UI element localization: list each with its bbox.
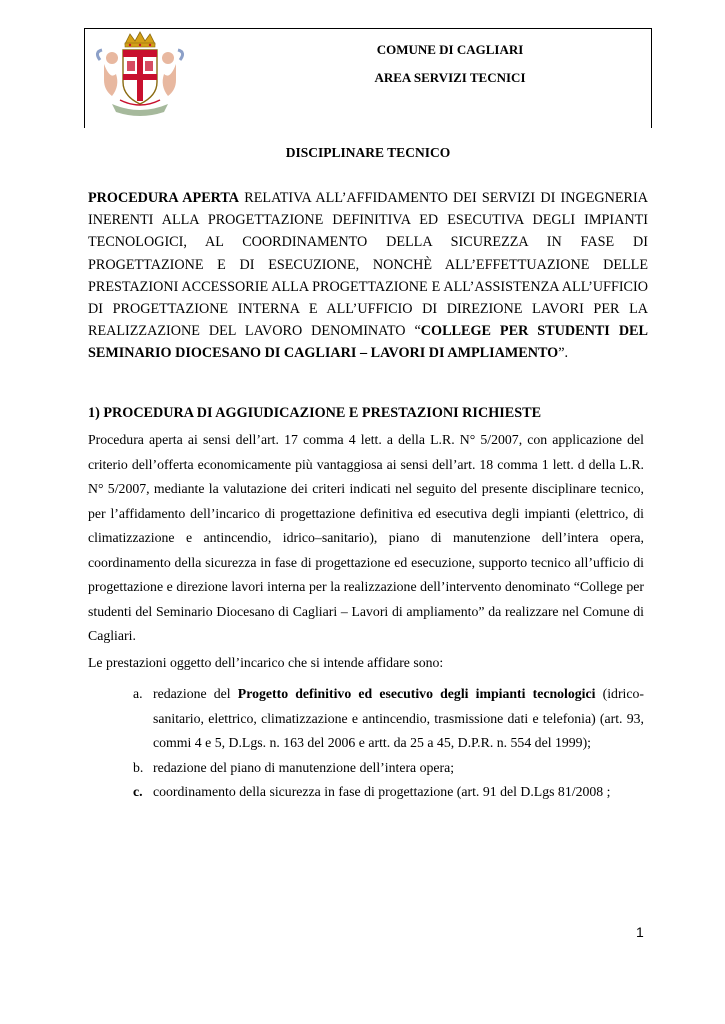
header-department: AREA SERVIZI TECNICI: [374, 70, 526, 85]
intro-bold-end: COLLEGE PER STUDENTI DEL SEMINARIO DIOCESANO DI CAGLIARI – LAVORI DI AMPLIAMENTO: [88, 323, 648, 362]
list-item-post: (idrico-sanitario, elettrico, climatizzazione e antincendio, trasmissione dati e telefonia) (art. 93, commi 4 e 5, D.Lgs. n. 163 del 2006 e artt. da 25 a 45, D.P.R. n. 554 del 1999);: [153, 686, 644, 750]
intro-paragraph: [88, 187, 648, 365]
list-item-text: redazione del piano di manutenzione dell’intera opera;: [153, 759, 455, 775]
list-item: [133, 756, 644, 781]
section-paragraph-2: Le prestazioni oggetto dell’incarico che si intende affidare sono:: [88, 655, 444, 670]
list-item-text: coordinamento della sicurezza in fase di progettazione (art. 91 del D.Lgs 81/2008 ;: [153, 784, 611, 799]
list-marker: c.: [133, 784, 143, 799]
list-item: [133, 682, 644, 756]
header-border-left: [84, 28, 85, 128]
list-marker: a.: [133, 686, 143, 701]
list-marker: b.: [133, 759, 144, 775]
coat-of-arms-logo: [90, 30, 190, 120]
header-border-right: [651, 28, 652, 128]
list-item: [133, 780, 644, 805]
header-border-top: [84, 28, 652, 29]
section-title: 1) PROCEDURA DI AGGIUDICAZIONE E PRESTAZIONI RICHIESTE: [88, 405, 542, 421]
intro-text: RELATIVA ALL’AFFIDAMENTO DEI SERVIZI DI INGEGNERIA INERENTI ALLA PROGETTAZIONE DEFINITIVA ED ESECUTIVA DEGLI IMPIANTI TECNOLOGICI, AL COORDINAMENTO DELLA SICUREZZA IN FASE DI PROGETTAZIONE E DI ESECUZIONE, NONCHÈ ALL’EFFETTUAZIONE DELLE PRESTAZIONI ACCESSORIE ALLA PROGETTAZIONE E ALL’ASSISTENZA ALL’UFFICIO DI PROGETTAZIONE INTERNA E ALL’UFFICIO DI DIREZIONE LAVORI PER LA REALIZZAZIONE DEL LAVORO DENOMINATO “: [88, 190, 648, 340]
list-item-bold: Progetto definitivo ed esecutivo degli impianti tecnologici: [237, 686, 596, 701]
list-item-pre: redazione del: [153, 686, 238, 701]
services-list: [133, 682, 644, 805]
intro-closing: ”.: [558, 345, 569, 362]
intro-bold-start: PROCEDURA APERTA: [88, 190, 240, 206]
header-municipality: COMUNE DI CAGLIARI: [376, 42, 524, 57]
page-number: 1: [636, 924, 644, 940]
list-item-text: [153, 682, 644, 756]
section-paragraph: Procedura aperta ai sensi dell’art. 17 comma 4 lett. a della L.R. N° 5/2007, con applicazione del criterio dell’offerta economicamente più vantaggiosa ai sensi dell’art. 18 comma 1 lett. d della L.R. N° 5/2007, mediante la valutazione dei criteri indicati nel seguito del presente disciplinare tecnico, per l’affidamento dell’incarico di progettazione definitiva ed esecutiva degli impianti (elettrico, di climatizzazione e antincendio, idrico–sanitario), piano di manutenzione dell’intera opera, coordinamento della sicurezza in fase di progettazione ed esecuzione, supporto tecnico all’ufficio di progettazione e direzione lavori interna per la realizzazione dell’intervento denominato “College per studenti del Seminario Diocesano di Cagliari – Lavori di ampliamento” da realizzare nel Comune di Cagliari.: [88, 432, 644, 643]
document-title: DISCIPLINARE TECNICO: [285, 145, 451, 160]
